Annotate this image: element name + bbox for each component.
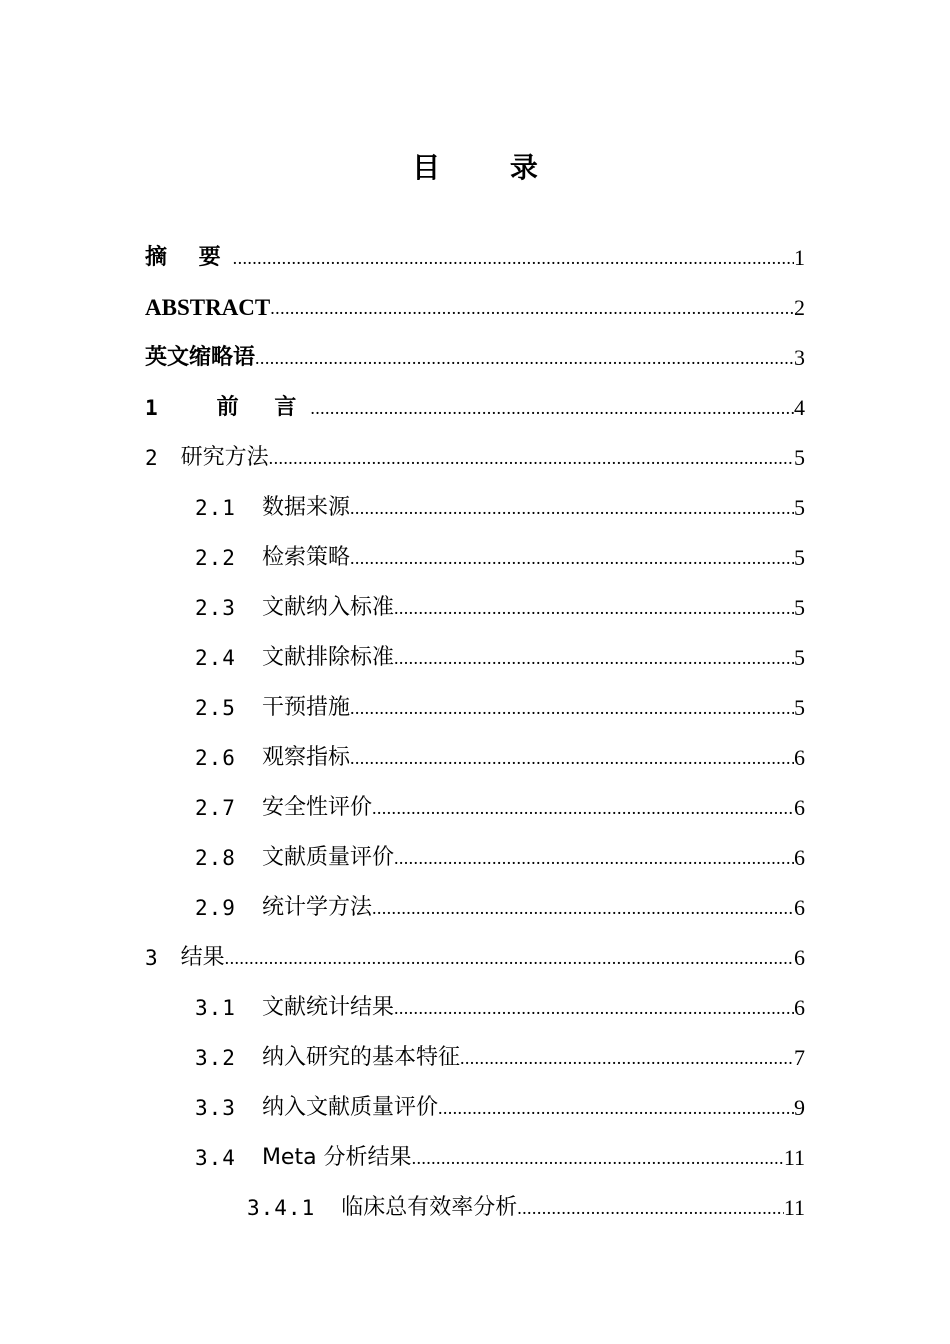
- toc-entry-label: Meta 分析结果: [261, 1145, 412, 1170]
- toc-entry[interactable]: [195, 733, 805, 783]
- toc-entry-number: 2.2: [195, 546, 236, 570]
- toc-entry-label: 干预措施: [261, 695, 350, 720]
- toc-leader-dots: [517, 1183, 784, 1233]
- toc-entry-page: 6: [794, 895, 805, 920]
- toc-entry-page: 5: [794, 695, 805, 720]
- toc-entry-page: 4: [794, 395, 805, 420]
- toc-entry-number: 2.6: [195, 746, 236, 770]
- toc-entry-label: 研究方法: [180, 445, 269, 470]
- toc-entry-page: 11: [783, 1145, 805, 1170]
- toc-entry-label: 观察指标: [261, 745, 350, 770]
- toc-entry[interactable]: [195, 533, 805, 583]
- toc-entry-label: 英文缩略语: [145, 345, 256, 370]
- toc-entry-page: 6: [794, 745, 805, 770]
- toc-entry-page: 5: [794, 495, 805, 520]
- toc-entry-label: 统计学方法: [261, 895, 372, 920]
- toc-leader-dots: [394, 583, 794, 633]
- toc-entry-number: 1: [145, 396, 159, 420]
- toc-entry-number: 2.7: [195, 796, 236, 820]
- toc-entry-number: 3.4: [195, 1146, 236, 1170]
- toc-entry-page: 6: [794, 795, 805, 820]
- toc-entry[interactable]: [195, 683, 805, 733]
- toc-entry-number: 2.4: [195, 646, 236, 670]
- toc-entry-page: 11: [783, 1195, 805, 1220]
- toc-entry[interactable]: [195, 983, 805, 1033]
- toc-entry[interactable]: [195, 1033, 805, 1083]
- toc-leader-dots: [460, 1033, 794, 1083]
- toc-entry[interactable]: [195, 483, 805, 533]
- toc-entry-label: 文献排除标准: [261, 645, 394, 670]
- toc-entry-number: 3.3: [195, 1096, 236, 1120]
- toc-leader-dots: [255, 333, 794, 383]
- toc-leader-dots: [233, 233, 794, 283]
- toc-leader-dots: [394, 633, 794, 683]
- toc-entry-label: 摘 要: [145, 245, 233, 270]
- toc-leader-dots: [412, 1133, 784, 1183]
- toc-entry-label: 前 言: [216, 395, 311, 420]
- toc-entry-page: 3: [794, 345, 805, 370]
- toc-entry-number: 2.5: [195, 696, 236, 720]
- toc-entry-label: 安全性评价: [261, 795, 372, 820]
- toc-leader-dots: [350, 733, 794, 783]
- toc-entry-page: 9: [794, 1095, 805, 1120]
- toc-entry-page: 1: [794, 245, 805, 270]
- toc-entry-label: 文献质量评价: [261, 845, 394, 870]
- toc-leader-dots: [350, 483, 794, 533]
- toc-entry[interactable]: [145, 233, 805, 283]
- toc-leader-dots: [394, 983, 794, 1033]
- toc-entry-label: 检索策略: [261, 545, 350, 570]
- toc-leader-dots: [372, 783, 794, 833]
- toc-entry-label: 文献纳入标准: [261, 595, 394, 620]
- toc-leader-dots: [310, 383, 794, 433]
- toc-entry[interactable]: [195, 883, 805, 933]
- toc-entry[interactable]: [195, 583, 805, 633]
- toc-leader-dots: [438, 1083, 794, 1133]
- toc-entry-page: 5: [794, 445, 805, 470]
- toc-entry-number: 2.8: [195, 846, 236, 870]
- toc-entry[interactable]: [145, 283, 805, 333]
- toc-entry-page: 5: [794, 595, 805, 620]
- toc-entry-page: 6: [794, 945, 805, 970]
- toc-entry-label: 纳入研究的基本特征: [261, 1045, 460, 1070]
- toc-entry-page: 6: [794, 995, 805, 1020]
- toc-entry-label: 临床总有效率分析: [341, 1195, 518, 1220]
- toc-leader-dots: [394, 833, 794, 883]
- toc-leader-dots: [225, 933, 794, 983]
- toc-title: 目 录: [412, 151, 568, 184]
- toc-entry-number: 3.1: [195, 996, 236, 1020]
- toc-entry[interactable]: [195, 633, 805, 683]
- toc-entry[interactable]: [145, 433, 805, 483]
- toc-entry-page: 5: [794, 645, 805, 670]
- toc-entry-page: 5: [794, 545, 805, 570]
- toc-entry[interactable]: [247, 1183, 805, 1233]
- toc-entry[interactable]: [195, 783, 805, 833]
- toc-entry[interactable]: [145, 333, 805, 383]
- toc-entry-number: 2: [145, 446, 159, 470]
- toc-entry-label: 纳入文献质量评价: [261, 1095, 438, 1120]
- toc-entry-number: 3.2: [195, 1046, 236, 1070]
- toc-entry-label: ABSTRACT: [145, 295, 271, 320]
- toc-entry[interactable]: [195, 1083, 805, 1133]
- toc-leader-dots: [270, 283, 794, 333]
- toc-entry-label: 数据来源: [261, 495, 350, 520]
- toc-entry[interactable]: [145, 383, 805, 433]
- toc-entry-page: 6: [794, 845, 805, 870]
- toc-leader-dots: [372, 883, 794, 933]
- toc-entry[interactable]: [195, 833, 805, 883]
- toc-leader-dots: [350, 683, 794, 733]
- toc-entry-number: 3: [145, 946, 159, 970]
- toc-entry[interactable]: [145, 933, 805, 983]
- toc-leader-dots: [350, 533, 794, 583]
- toc-entry-label: 结果: [180, 945, 225, 970]
- toc-entry-page: 2: [794, 295, 805, 320]
- toc-entry-number: 3.4.1: [247, 1196, 316, 1220]
- toc-entry-number: 2.9: [195, 896, 236, 920]
- toc-entry-page: 7: [794, 1045, 805, 1070]
- toc-leader-dots: [269, 433, 794, 483]
- toc-entry-number: 2.1: [195, 496, 236, 520]
- toc-entry[interactable]: [195, 1133, 805, 1183]
- toc-entry-label: 文献统计结果: [261, 995, 394, 1020]
- toc-entry-number: 2.3: [195, 596, 236, 620]
